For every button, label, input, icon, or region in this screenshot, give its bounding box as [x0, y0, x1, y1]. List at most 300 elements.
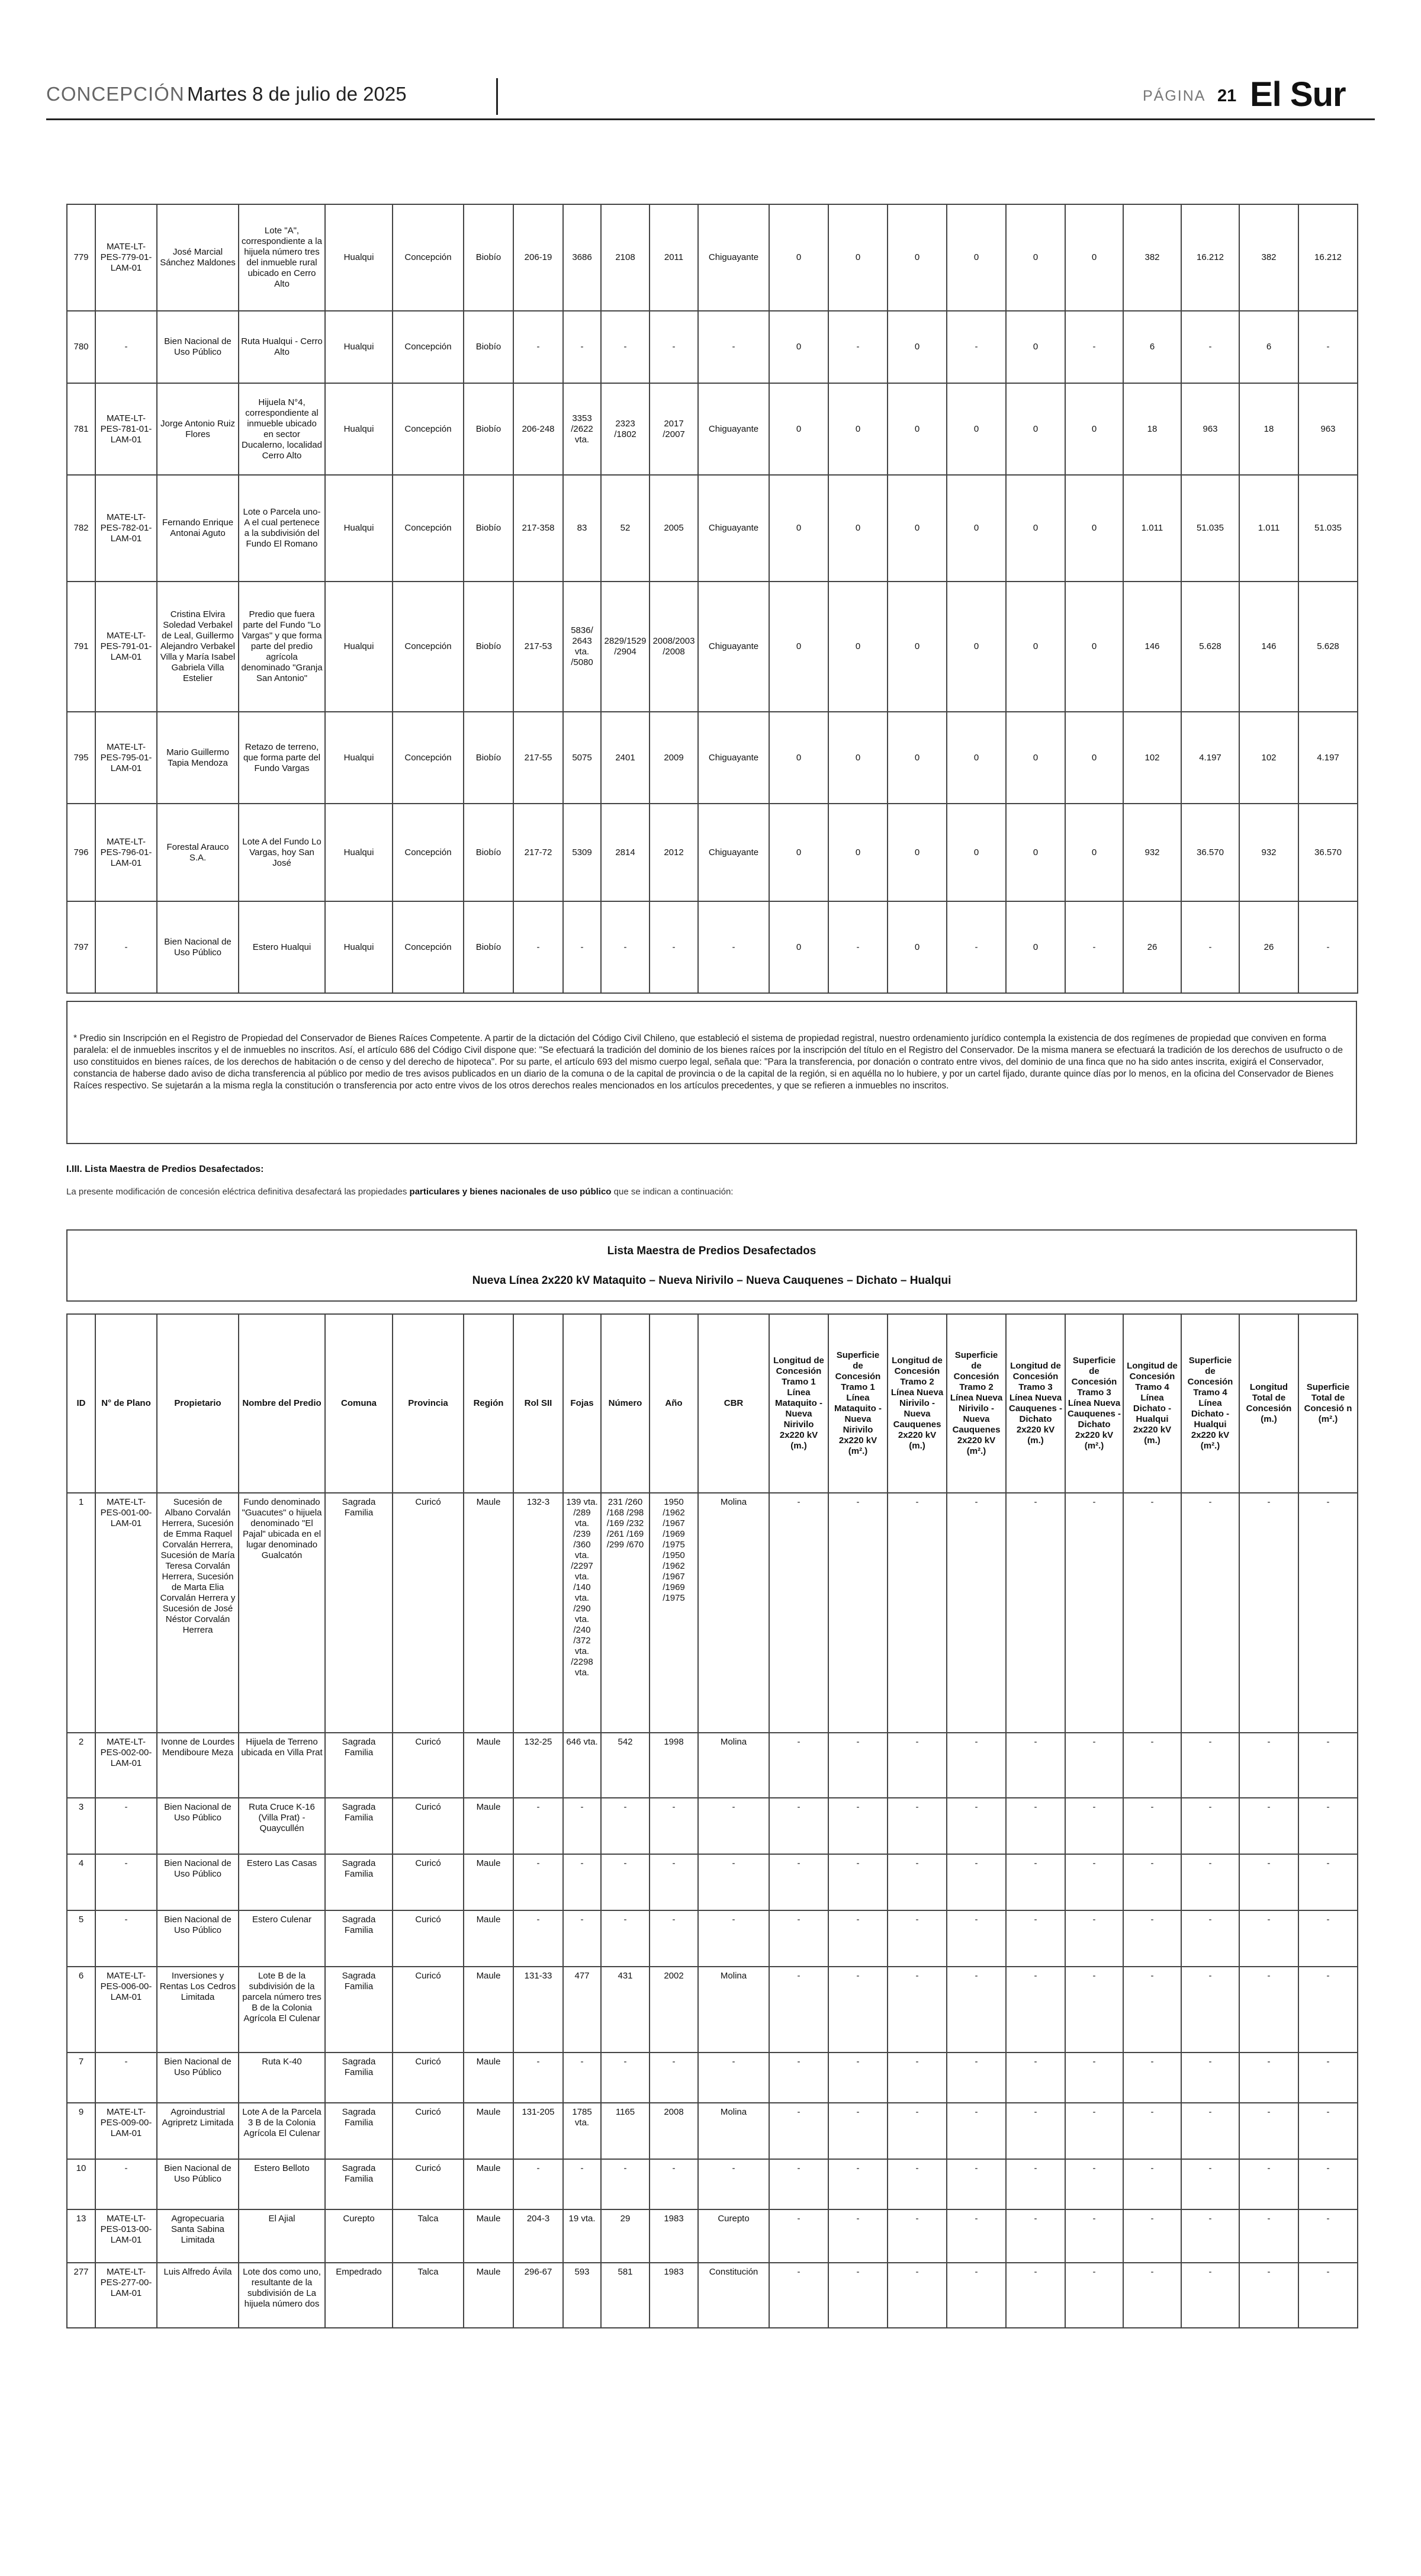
table-cell: 963 — [1298, 383, 1358, 475]
table-cell: 296-67 — [513, 2263, 563, 2328]
table-cell: 0 — [1065, 712, 1123, 804]
table-cell: Hualqui — [325, 901, 393, 993]
newspaper-logo: El Sur — [1250, 75, 1346, 114]
table-cell: - — [1181, 311, 1239, 383]
table-cell: - — [601, 1910, 650, 1967]
table-cell: Retazo de terreno, que forma parte del Fundo Vargas — [239, 712, 325, 804]
table-cell: 29 — [601, 2209, 650, 2263]
table-cell: - — [1065, 2263, 1123, 2328]
table-cell: - — [1123, 2159, 1181, 2209]
table-cell: 0 — [888, 311, 947, 383]
table-cell: - — [1239, 2263, 1298, 2328]
table-cell: 0 — [769, 901, 828, 993]
table-cell: - — [601, 1798, 650, 1854]
table-cell: Bien Nacional de Uso Público — [157, 1910, 239, 1967]
page-label: PÁGINA — [1143, 88, 1206, 104]
table-cell: - — [1123, 1854, 1181, 1910]
disaffected-properties-table — [66, 1313, 1358, 2328]
table-cell: Curicó — [393, 1733, 464, 1798]
table-cell: - — [1181, 1493, 1239, 1733]
table-cell: - — [95, 2159, 157, 2209]
table-cell: - — [888, 2053, 947, 2103]
table-cell: Concepción — [393, 204, 464, 311]
table-cell: 780 — [67, 311, 95, 383]
table-cell: - — [1298, 1733, 1358, 1798]
table-cell: 0 — [769, 311, 828, 383]
table-cell: 52 — [601, 475, 650, 582]
table-cell: - — [1298, 2103, 1358, 2159]
table-cell: Estero Hualqui — [239, 901, 325, 993]
table-cell: Biobío — [464, 901, 513, 993]
table-cell: Biobío — [464, 582, 513, 712]
table-cell: - — [1181, 1733, 1239, 1798]
table-header-row — [67, 1314, 1358, 1493]
column-header: Longitud de Concesión Tramo 1 Línea Mataquito - Nueva Nirivilo 2x220 kV (m.) — [769, 1314, 828, 1493]
table-cell: 0 — [947, 204, 1006, 311]
table-cell: - — [1065, 2209, 1123, 2263]
column-header: Año — [650, 1314, 698, 1493]
table-cell: - — [1298, 2159, 1358, 2209]
table-cell: 791 — [67, 582, 95, 712]
table-row — [67, 2053, 1358, 2103]
table-cell: - — [563, 2159, 601, 2209]
table-cell: 2 — [67, 1733, 95, 1798]
table-cell: - — [1006, 1733, 1065, 1798]
table-cell: - — [698, 1798, 769, 1854]
table-row — [67, 2103, 1358, 2159]
table-cell: 0 — [1006, 712, 1065, 804]
table-cell: Curicó — [393, 1798, 464, 1854]
table-cell: - — [888, 2159, 947, 2209]
table-cell: - — [1006, 1910, 1065, 1967]
table-cell: Bien Nacional de Uso Público — [157, 1798, 239, 1854]
table-cell: - — [601, 901, 650, 993]
table-cell: - — [1239, 1733, 1298, 1798]
table-cell: 83 — [563, 475, 601, 582]
table-cell: - — [828, 1798, 888, 1854]
table-cell: - — [1239, 2103, 1298, 2159]
table-cell: - — [947, 2159, 1006, 2209]
table-cell: Hualqui — [325, 204, 393, 311]
table-subtitle: Nueva Línea 2x220 kV Mataquito – Nueva Nirivilo – Nueva Cauquenes – Dichato – Hualqui — [472, 1274, 951, 1287]
table-cell: - — [698, 1910, 769, 1967]
table-cell: MATE-LT-PES-009-00-LAM-01 — [95, 2103, 157, 2159]
table-cell: - — [769, 2209, 828, 2263]
table-cell: - — [1123, 2263, 1181, 2328]
table-cell: - — [563, 1910, 601, 1967]
table-cell: - — [769, 1493, 828, 1733]
column-header: Superficie de Concesión Tramo 2 Línea Nueva Nirivilo - Nueva Cauquenes 2x220 kV (m².) — [947, 1314, 1006, 1493]
table-cell: Sagrada Familia — [325, 1967, 393, 2053]
table-cell: - — [1181, 1910, 1239, 1967]
table-cell: Curicó — [393, 2159, 464, 2209]
table-cell: Maule — [464, 1910, 513, 1967]
table-cell: Hualqui — [325, 311, 393, 383]
table-cell: MATE-LT-PES-006-00-LAM-01 — [95, 1967, 157, 2053]
column-header: Fojas — [563, 1314, 601, 1493]
table-row — [67, 475, 1358, 582]
table-cell: 581 — [601, 2263, 650, 2328]
table-row — [67, 901, 1358, 993]
table-cell: 2009 — [650, 712, 698, 804]
table-cell: - — [947, 1798, 1006, 1854]
table-cell: - — [769, 2263, 828, 2328]
table-cell: - — [1065, 311, 1123, 383]
table-row — [67, 2263, 1358, 2328]
column-header: Región — [464, 1314, 513, 1493]
table-cell: 382 — [1123, 204, 1181, 311]
table-cell: 2829/1529 /2904 — [601, 582, 650, 712]
table-cell: - — [1006, 1967, 1065, 2053]
table-cell: - — [828, 1854, 888, 1910]
table-cell: 51.035 — [1181, 475, 1239, 582]
table-cell: 36.570 — [1181, 804, 1239, 901]
table-cell: - — [650, 1910, 698, 1967]
table-cell: Sagrada Familia — [325, 2159, 393, 2209]
table-cell: 102 — [1239, 712, 1298, 804]
table-cell: Molina — [698, 1493, 769, 1733]
table-cell: Estero Culenar — [239, 1910, 325, 1967]
table-cell: - — [1123, 2103, 1181, 2159]
table-cell: Maule — [464, 2209, 513, 2263]
table-cell: - — [1065, 1733, 1123, 1798]
table-cell: 0 — [1006, 204, 1065, 311]
table-cell: - — [947, 1967, 1006, 2053]
table-cell: Molina — [698, 1733, 769, 1798]
table-cell: - — [601, 311, 650, 383]
table-row — [67, 582, 1358, 712]
table-cell: Biobío — [464, 712, 513, 804]
table-cell: - — [769, 2159, 828, 2209]
table-cell: 542 — [601, 1733, 650, 1798]
column-header: Comuna — [325, 1314, 393, 1493]
table-cell: MATE-LT-PES-779-01-LAM-01 — [95, 204, 157, 311]
table-cell: - — [1181, 2263, 1239, 2328]
table-cell: - — [947, 1733, 1006, 1798]
table-cell: Maule — [464, 1493, 513, 1733]
table-cell: Concepción — [393, 582, 464, 712]
table-cell: MATE-LT-PES-782-01-LAM-01 — [95, 475, 157, 582]
table-cell: 2012 — [650, 804, 698, 901]
table-cell: - — [1065, 901, 1123, 993]
table-cell: - — [513, 1798, 563, 1854]
table-cell: 131-33 — [513, 1967, 563, 2053]
table-cell: Talca — [393, 2209, 464, 2263]
table-cell: - — [1181, 2053, 1239, 2103]
table-cell: - — [888, 1798, 947, 1854]
table-cell: Ruta Hualqui - Cerro Alto — [239, 311, 325, 383]
section-intro — [66, 1187, 733, 1197]
table-cell: - — [563, 901, 601, 993]
table-cell: Luis Alfredo Ávila — [157, 2263, 239, 2328]
table-cell: Biobío — [464, 475, 513, 582]
table-cell: Ivonne de Lourdes Mendiboure Meza — [157, 1733, 239, 1798]
column-header: ID — [67, 1314, 95, 1493]
table-cell: - — [1181, 901, 1239, 993]
table-cell: Curicó — [393, 2053, 464, 2103]
table-cell: 9 — [67, 2103, 95, 2159]
table-cell: - — [1298, 1910, 1358, 1967]
table-cell: Estero Belloto — [239, 2159, 325, 2209]
table-cell: - — [888, 2209, 947, 2263]
table-cell: Curicó — [393, 1493, 464, 1733]
table-cell: 2323 /1802 — [601, 383, 650, 475]
table-cell: 26 — [1123, 901, 1181, 993]
table-cell: Maule — [464, 1967, 513, 2053]
table-cell: - — [650, 2053, 698, 2103]
table-row — [67, 1493, 1358, 1733]
table-cell: Bien Nacional de Uso Público — [157, 901, 239, 993]
table-cell: - — [95, 1798, 157, 1854]
table-cell: Molina — [698, 2103, 769, 2159]
table-cell: - — [888, 2263, 947, 2328]
footnote-text: * Predio sin Inscripción en el Registro de Propiedad del Conservador de Bienes Raíces Competente. A partir de la dictación del Código Civil Chileno, que estableció el sistema de propiedad registral, nuestro ordenamiento jurídico contempla la existencia de dos regímenes de propiedad que conviven en forma paralela: el de inmuebles inscritos y el de inmuebles no inscritos. Así, el artículo 686 del Código Civil dispone que: "Se efectuará la tradición del dominio de los bienes raíces por la inscripción del título en el Registro del Conservador. De la misma manera se efectuará la tradición de los derechos de usufructo o de uso constituidos en bienes raíces, de los derechos de habitación o de censo y del derecho de hipoteca". Por su parte, el artículo 693 del mismo cuerpo legal, señala que: "Para la transferencia, por donación o contrato entre vivos, del dominio de una finca que no ha sido antes inscrita, exigirá el Conservador, constancia de haberse dado aviso de dicha transferencia al público por medio de tres avisos publicados en un diario de la comuna o de la capital de provincia o de la capital de la región, si en aquélla no lo hubiere, y por un cartel fijado, durante quince días por lo menos, en la oficina del Conservador de Bienes Raíces respectivo. Se sujetarán a la misma regla la constitución o transferencia por acto entre vivos de los otros derechos reales mencionados en los artículos precedentes, y que se refieren a inmuebles no inscritos. — [73, 1033, 1343, 1091]
table-cell: Agropecuaria Santa Sabina Limitada — [157, 2209, 239, 2263]
table-cell: - — [1239, 1967, 1298, 2053]
table-cell: - — [888, 1910, 947, 1967]
table-cell: MATE-LT-PES-013-00-LAM-01 — [95, 2209, 157, 2263]
table-cell: Biobío — [464, 311, 513, 383]
table-cell: 139 vta. /289 vta. /239 /360 vta. /2297 vta. /140 vta. /290 vta. /240 /372 vta. /2298 vta. — [563, 1493, 601, 1733]
table-cell: - — [1065, 1967, 1123, 2053]
table-cell: - — [828, 1493, 888, 1733]
table-cell: 0 — [828, 712, 888, 804]
table-cell: Sagrada Familia — [325, 1733, 393, 1798]
table-cell: Molina — [698, 1967, 769, 2053]
table-cell: - — [513, 901, 563, 993]
table-cell: 1950 /1962 /1967 /1969 /1975 /1950 /1962 /1967 /1969 /1975 — [650, 1493, 698, 1733]
table-cell: Sagrada Familia — [325, 1910, 393, 1967]
table-cell: 796 — [67, 804, 95, 901]
table-cell: 146 — [1239, 582, 1298, 712]
table-cell: MATE-LT-PES-781-01-LAM-01 — [95, 383, 157, 475]
table-cell: - — [828, 1967, 888, 2053]
table-cell: 7 — [67, 2053, 95, 2103]
table-cell: Curicó — [393, 1967, 464, 2053]
table-cell: - — [1298, 311, 1358, 383]
table-cell: Fernando Enrique Antonai Aguto — [157, 475, 239, 582]
table-cell: - — [1065, 2103, 1123, 2159]
properties-table-continued — [66, 204, 1358, 994]
table-cell: 0 — [947, 712, 1006, 804]
table-cell: - — [769, 1967, 828, 2053]
table-cell: 102 — [1123, 712, 1181, 804]
table-title-box — [66, 1229, 1357, 1302]
table-cell: - — [1123, 1493, 1181, 1733]
table-cell: - — [769, 1798, 828, 1854]
table-cell: - — [1239, 2159, 1298, 2209]
column-header: Longitud de Concesión Tramo 4 Línea Dichato - Hualqui 2x220 kV (m.) — [1123, 1314, 1181, 1493]
table-cell: 217-72 — [513, 804, 563, 901]
table-cell: - — [1123, 2209, 1181, 2263]
table-cell: 431 — [601, 1967, 650, 2053]
table-cell: 0 — [888, 582, 947, 712]
table-cell: - — [1298, 901, 1358, 993]
table-cell: 382 — [1239, 204, 1298, 311]
table-cell: - — [698, 311, 769, 383]
table-cell: - — [1006, 2103, 1065, 2159]
table-cell: - — [888, 1493, 947, 1733]
table-cell: 0 — [947, 804, 1006, 901]
table-cell: 0 — [1065, 804, 1123, 901]
table-cell: 18 — [1123, 383, 1181, 475]
table-row — [67, 1854, 1358, 1910]
table-cell: 1998 — [650, 1733, 698, 1798]
header-divider — [496, 78, 498, 115]
column-header: Rol SII — [513, 1314, 563, 1493]
table-cell: 217-53 — [513, 582, 563, 712]
column-header: Superficie de Concesión Tramo 4 Línea Dichato - Hualqui 2x220 kV (m².) — [1181, 1314, 1239, 1493]
column-header: Nombre del Predio — [239, 1314, 325, 1493]
table-cell: - — [513, 2053, 563, 2103]
table-cell: - — [1006, 2159, 1065, 2209]
table-cell: Chiguayante — [698, 712, 769, 804]
table-cell: 2108 — [601, 204, 650, 311]
table-cell: 2401 — [601, 712, 650, 804]
table-cell: Chiguayante — [698, 475, 769, 582]
table-cell: 593 — [563, 2263, 601, 2328]
table-cell: - — [828, 2053, 888, 2103]
table-cell: Curepto — [698, 2209, 769, 2263]
table-cell: Predio que fuera parte del Fundo "Lo Vargas" y que forma parte del predio agrícola denominado "Granja San Antonio" — [239, 582, 325, 712]
table-cell: 5075 — [563, 712, 601, 804]
table-cell: 2017 /2007 — [650, 383, 698, 475]
table-row — [67, 712, 1358, 804]
table-cell: - — [698, 901, 769, 993]
table-cell: Chiguayante — [698, 383, 769, 475]
column-header: Longitud Total de Concesión (m.) — [1239, 1314, 1298, 1493]
table-cell: 5836/ 2643 vta. /5080 — [563, 582, 601, 712]
table-cell: - — [563, 1798, 601, 1854]
table-cell: MATE-LT-PES-277-00-LAM-01 — [95, 2263, 157, 2328]
table-cell: Sagrada Familia — [325, 2053, 393, 2103]
table-cell: - — [95, 2053, 157, 2103]
table-cell: 932 — [1239, 804, 1298, 901]
table-cell: 0 — [769, 582, 828, 712]
table-cell: - — [769, 2103, 828, 2159]
table-cell: Hualqui — [325, 804, 393, 901]
table-cell: Chiguayante — [698, 804, 769, 901]
table-cell: Ruta Cruce K-16 (Villa Prat) - Quaycullén — [239, 1798, 325, 1854]
table-cell: - — [1298, 2209, 1358, 2263]
table-cell: 0 — [828, 383, 888, 475]
table-cell: Curepto — [325, 2209, 393, 2263]
table-cell: 0 — [1065, 204, 1123, 311]
table-cell: 1 — [67, 1493, 95, 1733]
table-cell: - — [1065, 1910, 1123, 1967]
table-cell: José Marcial Sánchez Maldones — [157, 204, 239, 311]
table-cell: - — [769, 1910, 828, 1967]
table-cell: - — [1239, 2053, 1298, 2103]
table-cell: 5.628 — [1298, 582, 1358, 712]
table-cell: - — [650, 2159, 698, 2209]
table-cell: - — [513, 1910, 563, 1967]
table-cell: 26 — [1239, 901, 1298, 993]
table-cell: MATE-LT-PES-796-01-LAM-01 — [95, 804, 157, 901]
table-row — [67, 1798, 1358, 1854]
table-cell: 0 — [1006, 582, 1065, 712]
table-cell: 4.197 — [1298, 712, 1358, 804]
table-title: Lista Maestra de Predios Desafectados — [607, 1245, 816, 1257]
table-row — [67, 383, 1358, 475]
table-cell: Lote A de la Parcela 3 B de la Colonia Agrícola El Culenar — [239, 2103, 325, 2159]
column-header: Superficie de Concesión Tramo 1 Línea Mataquito - Nueva Nirivilo 2x220 kV (m².) — [828, 1314, 888, 1493]
table-cell: - — [1006, 1854, 1065, 1910]
table-cell: Fundo denominado "Guacutes" o hijuela denominado "El Pajal" ubicada en el lugar denominado Gualcatón — [239, 1493, 325, 1733]
page-header — [46, 75, 1375, 118]
table-cell: - — [95, 311, 157, 383]
table-cell: 477 — [563, 1967, 601, 2053]
table-cell: - — [769, 2053, 828, 2103]
table-cell: 795 — [67, 712, 95, 804]
page-number: 21 — [1217, 86, 1237, 105]
table-cell: - — [888, 1733, 947, 1798]
table-cell: 4 — [67, 1854, 95, 1910]
intro-text-a: La presente modificación de concesión eléctrica definitiva desafectará las propiedades — [66, 1187, 407, 1197]
table-cell: 6 — [1123, 311, 1181, 383]
table-cell: 646 vta. — [563, 1733, 601, 1798]
table-cell: - — [828, 311, 888, 383]
table-cell: 0 — [888, 475, 947, 582]
table-cell: 963 — [1181, 383, 1239, 475]
table-row — [67, 1967, 1358, 2053]
table-cell: 1.011 — [1239, 475, 1298, 582]
table-cell: Biobío — [464, 804, 513, 901]
table-cell: - — [513, 1854, 563, 1910]
table-cell: - — [1123, 1910, 1181, 1967]
column-header: Longitud de Concesión Tramo 2 Línea Nueva Nirivilo - Nueva Cauquenes 2x220 kV (m.) — [888, 1314, 947, 1493]
table-cell: El Ajial — [239, 2209, 325, 2263]
table-cell: Chiguayante — [698, 582, 769, 712]
table-cell: Inversiones y Rentas Los Cedros Limitada — [157, 1967, 239, 2053]
table-cell: - — [650, 311, 698, 383]
table-cell: Maule — [464, 1733, 513, 1798]
table-cell: 0 — [888, 804, 947, 901]
table-cell: 779 — [67, 204, 95, 311]
table-cell: MATE-LT-PES-795-01-LAM-01 — [95, 712, 157, 804]
table-row — [67, 2209, 1358, 2263]
column-header: Longitud de Concesión Tramo 3 Línea Nueva Cauquenes - Dichato 2x220 kV (m.) — [1006, 1314, 1065, 1493]
table-cell: 0 — [769, 383, 828, 475]
table-cell: - — [1298, 2053, 1358, 2103]
section-name: CONCEPCIÓN — [46, 83, 185, 105]
table-cell: - — [1239, 1854, 1298, 1910]
table-cell: 1983 — [650, 2209, 698, 2263]
table-cell: - — [1298, 1854, 1358, 1910]
table-cell: - — [698, 1854, 769, 1910]
table-cell: Sagrada Familia — [325, 1798, 393, 1854]
table-cell: - — [828, 901, 888, 993]
table-cell: 0 — [1065, 475, 1123, 582]
table-cell: - — [601, 2053, 650, 2103]
table-cell: - — [947, 2103, 1006, 2159]
table-cell: 0 — [1006, 311, 1065, 383]
table-cell: 3 — [67, 1798, 95, 1854]
table-cell: 217-358 — [513, 475, 563, 582]
table-cell: Lote o Parcela uno-A el cual pertenece a la subdivisión del Fundo El Romano — [239, 475, 325, 582]
table-cell: 146 — [1123, 582, 1181, 712]
table-cell: Bien Nacional de Uso Público — [157, 311, 239, 383]
table-cell: MATE-LT-PES-791-01-LAM-01 — [95, 582, 157, 712]
table-cell: Concepción — [393, 712, 464, 804]
table-cell: - — [888, 1854, 947, 1910]
table-cell: Hualqui — [325, 712, 393, 804]
table-cell: Maule — [464, 2159, 513, 2209]
table-cell: - — [1006, 2209, 1065, 2263]
table-cell: - — [1006, 1493, 1065, 1733]
table-cell: - — [947, 1910, 1006, 1967]
table-cell: - — [828, 2103, 888, 2159]
